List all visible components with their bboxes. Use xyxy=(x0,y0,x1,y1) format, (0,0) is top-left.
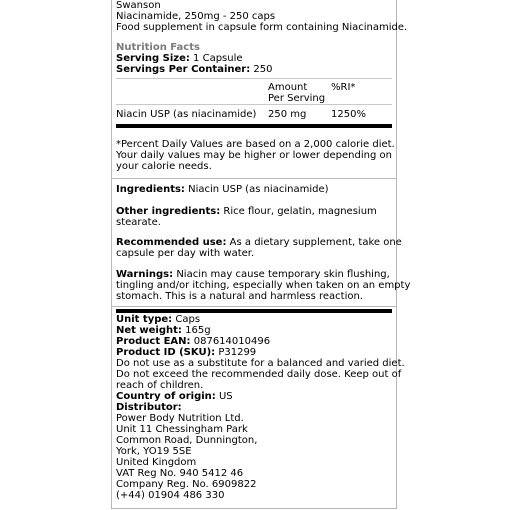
other-ingredients-label: Other ingredients: xyxy=(116,206,221,217)
distributor-line: Common Road, Dunnington, xyxy=(116,435,258,446)
warnings-label: Warnings: xyxy=(116,269,174,280)
ean-label: Product EAN: xyxy=(116,336,191,347)
amount-header-line2: Per Serving xyxy=(268,93,326,104)
distributor-line: VAT Reg No. 940 5412 46 xyxy=(116,468,244,479)
country-value: US xyxy=(218,391,233,402)
net-weight-label: Net weight: xyxy=(116,325,182,336)
ingredients-section xyxy=(116,184,392,195)
amount-header-line1: Amount xyxy=(268,82,308,93)
product-description: Food supplement in capsule form containing Niacinamide. xyxy=(116,22,408,33)
other-ingredients-value: Rice flour, gelatin, magnesium xyxy=(223,206,377,217)
sku-label: Product ID (SKU): xyxy=(116,347,216,358)
distributor-line: (+44) 01904 486 330 xyxy=(116,490,225,501)
warnings-section xyxy=(116,269,411,302)
distributor-label: Distributor: xyxy=(116,402,182,413)
product-details xyxy=(116,314,405,501)
footnote-line: *Percent Daily Values are based on a 2,000 calorie diet. xyxy=(116,139,395,150)
distributor-line: Unit 11 Chessingham Park xyxy=(116,424,248,435)
footnote-line: Your daily values may be higher or lower depending on xyxy=(116,150,392,161)
facts-divider xyxy=(116,78,392,79)
serving-size xyxy=(116,53,392,64)
ingredients-value: Niacin USP (as niacinamide) xyxy=(188,184,329,195)
section-divider xyxy=(112,178,396,179)
servings-per-container xyxy=(116,64,392,75)
warnings-value-cont: stomach. This is a natural and harmless reaction. xyxy=(116,291,363,302)
notice-line: Do not use as a substitute for a balanced and varied diet. xyxy=(116,358,405,369)
warnings-value: Niacin may cause temporary skin flushing, xyxy=(176,269,390,280)
amount-header xyxy=(268,82,325,104)
country-label: Country of origin: xyxy=(116,391,216,402)
product-name: Niacinamide, 250mg - 250 caps xyxy=(116,11,276,22)
distributor-line: Company Reg. No. 6909822 xyxy=(116,479,257,490)
serving-size-label: Serving Size: xyxy=(116,53,190,64)
nutrient-amount: 250 mg xyxy=(268,109,307,120)
daily-values-footnote xyxy=(116,139,395,172)
distributor-line: United Kingdom xyxy=(116,457,197,468)
product-header xyxy=(116,0,408,33)
thick-divider-bottom xyxy=(116,309,392,313)
ri-header: %RI* xyxy=(331,82,356,93)
recommended-use-value-cont: capsule per day with water. xyxy=(116,248,255,259)
nutrient-ri: 1250% xyxy=(331,109,366,120)
distributor-line: York, YO19 5SE xyxy=(116,446,192,457)
serving-size-value: 1 Capsule xyxy=(193,53,243,64)
ingredients-label: Ingredients: xyxy=(116,184,185,195)
product-label-panel xyxy=(111,0,411,509)
recommended-use-label: Recommended use: xyxy=(116,237,227,248)
unit-type-value: Caps xyxy=(175,314,201,325)
brand-name: Swanson xyxy=(116,0,161,11)
servings-value: 250 xyxy=(253,64,273,75)
footnote-line: your calorie needs. xyxy=(116,161,212,172)
other-ingredients-value-cont: stearate. xyxy=(116,217,161,228)
ean-value: 087614010496 xyxy=(193,336,271,347)
sku-value: P31299 xyxy=(218,347,257,358)
net-weight-value: 165g xyxy=(185,325,211,336)
table-header-divider xyxy=(116,104,392,105)
nutrient-name: Niacin USP (as niacinamide) xyxy=(116,109,257,120)
other-ingredients-section xyxy=(116,206,392,228)
recommended-use-value: As a dietary supplement, take one xyxy=(229,237,402,248)
nutrition-facts-title: Nutrition Facts xyxy=(116,42,200,53)
unit-type-label: Unit type: xyxy=(116,314,173,325)
thick-divider-top xyxy=(116,124,392,128)
notice-line: Do not exceed the recommended daily dose. Keep out of xyxy=(116,369,402,380)
notice-line: reach of children. xyxy=(116,380,204,391)
distributor-line: Power Body Nutrition Ltd. xyxy=(116,413,244,424)
section-divider xyxy=(112,306,396,307)
servings-label: Servings Per Container: xyxy=(116,64,251,75)
warnings-value-cont: tingling and/or itching, especially when taken on an empty xyxy=(116,280,411,291)
recommended-use-section xyxy=(116,237,402,259)
nutrition-facts xyxy=(116,42,392,75)
